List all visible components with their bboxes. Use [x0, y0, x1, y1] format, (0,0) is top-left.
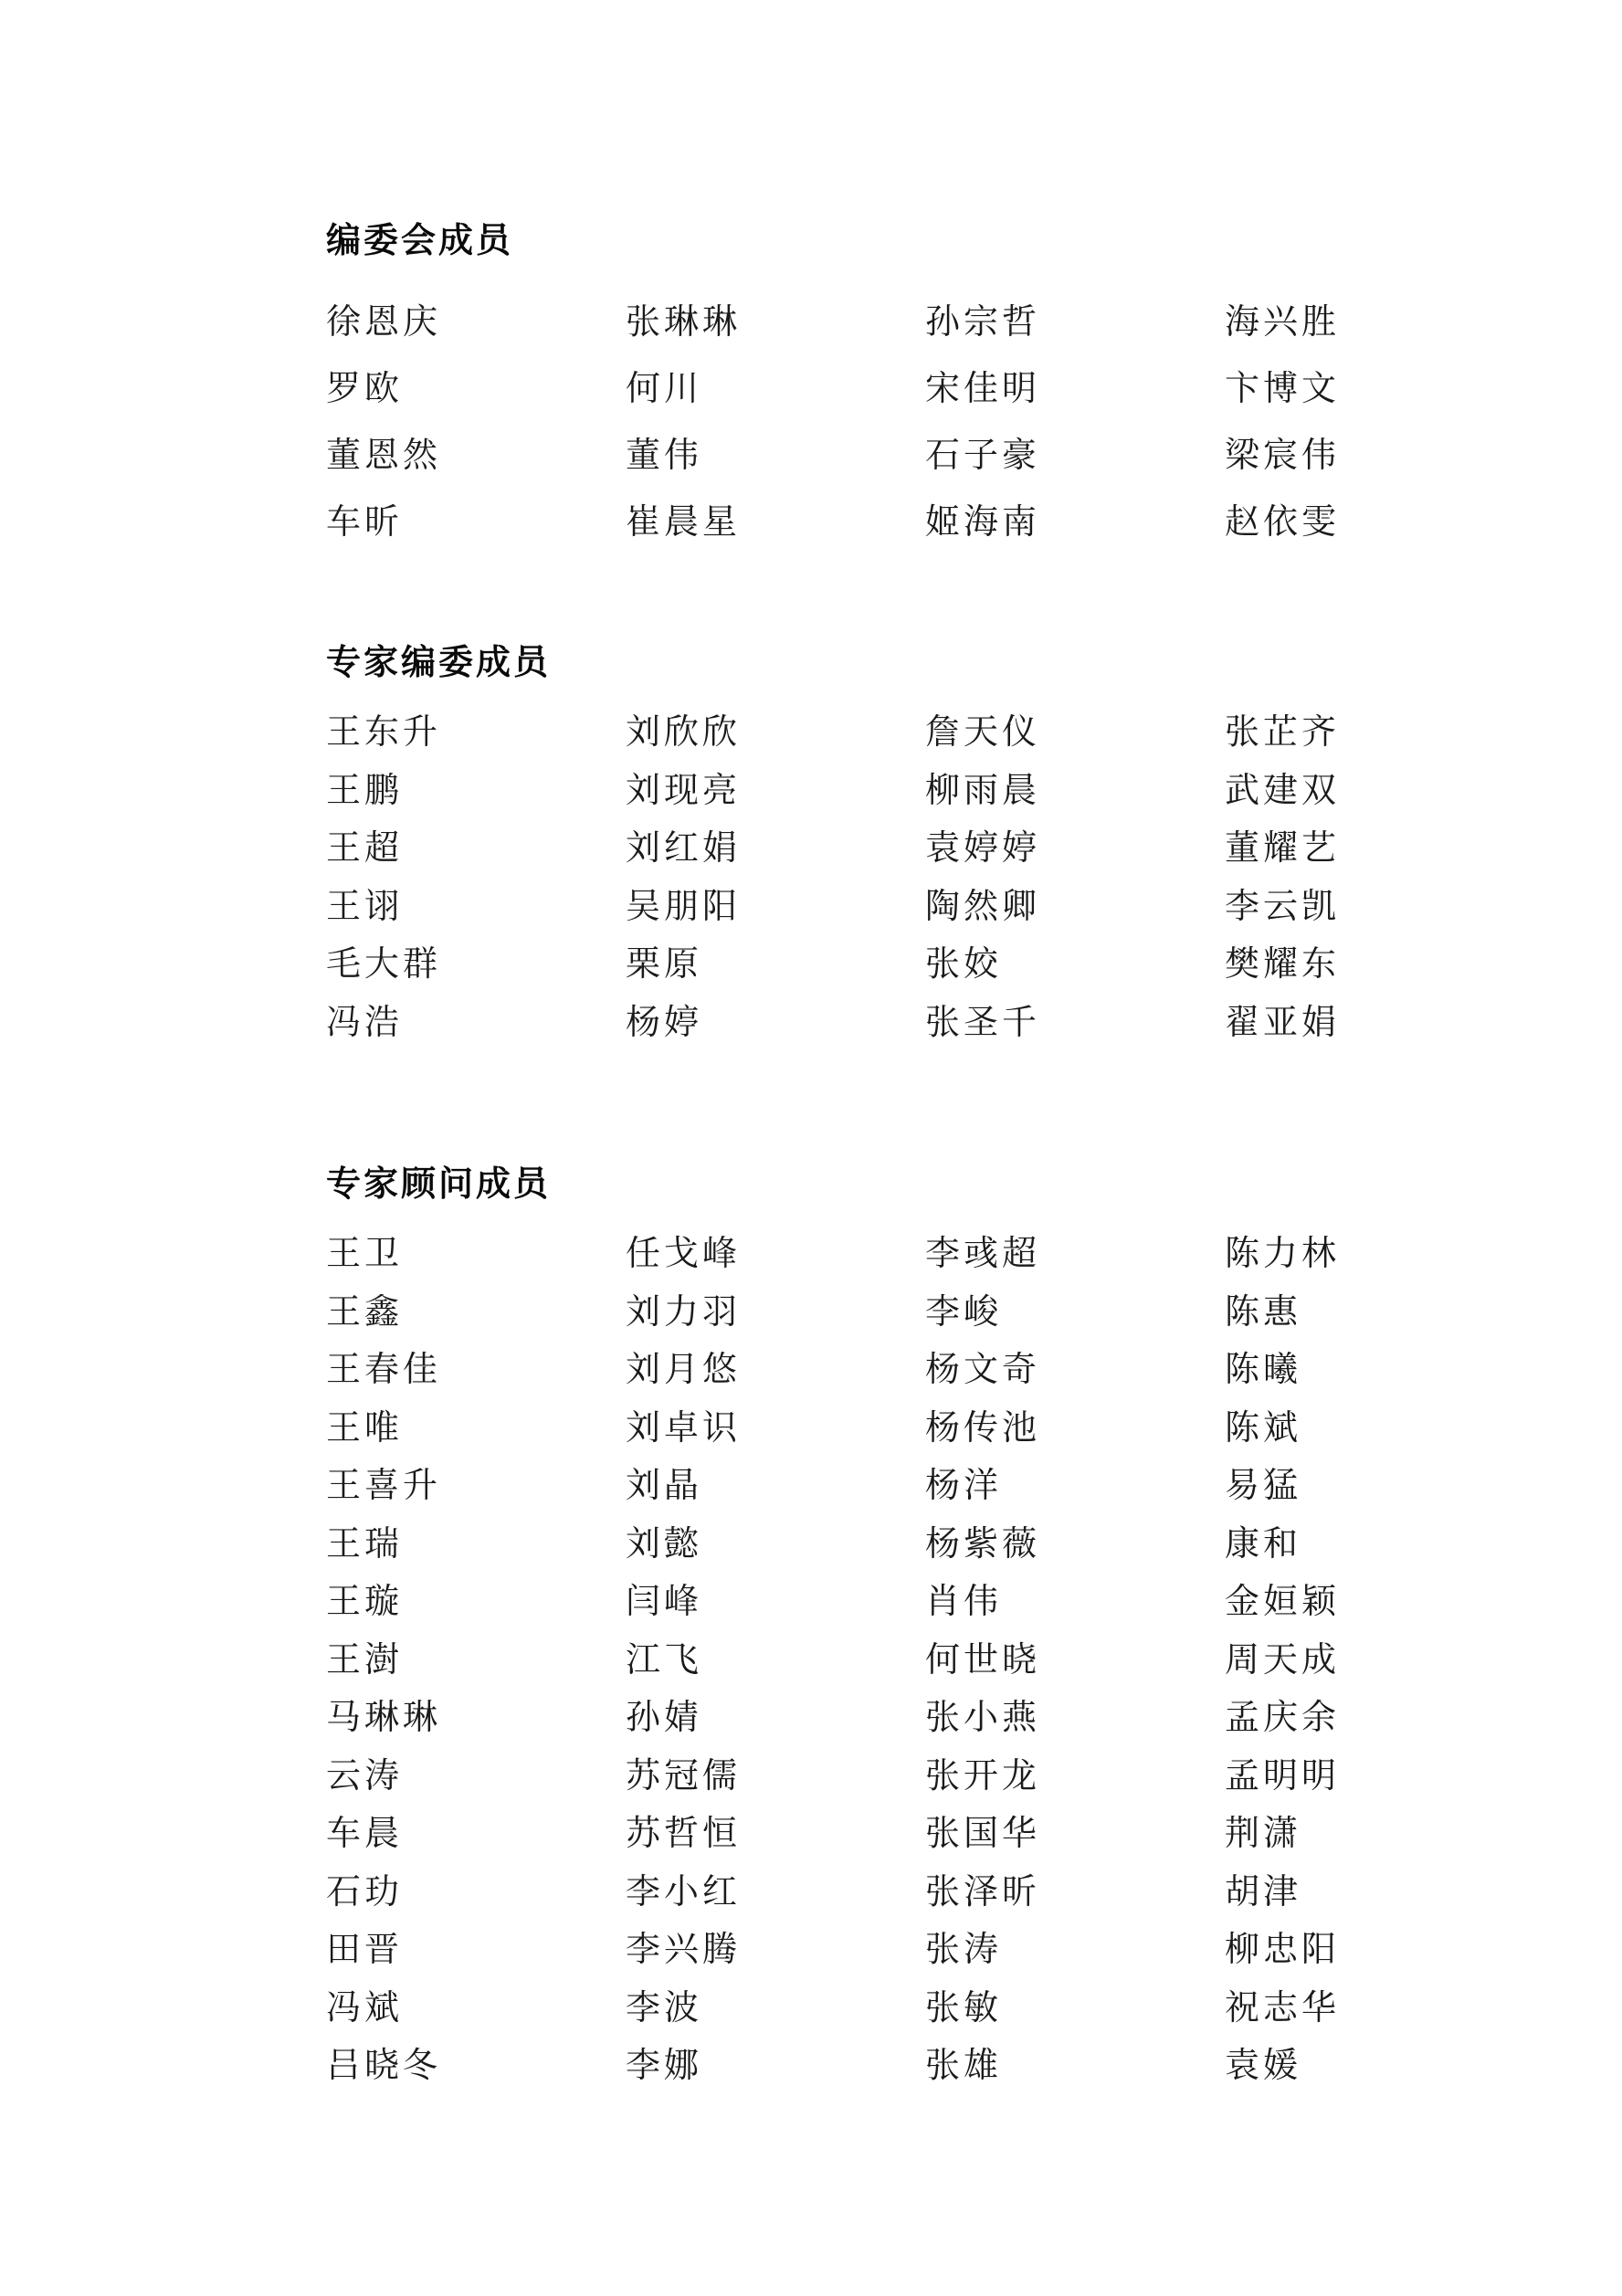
member-name: 张涛 [925, 1929, 1003, 1969]
member-name: 吴朋阳 [626, 885, 742, 926]
member-name: 李峻 [925, 1290, 1003, 1332]
member-name: 陈斌 [1225, 1406, 1302, 1448]
member-name: 王春佳 [326, 1349, 442, 1389]
member-name: 刘晶 [626, 1465, 703, 1505]
member-name: 田晋 [326, 1929, 404, 1969]
member-name: 李小红 [626, 1870, 742, 1912]
member-name: 张姣 [925, 943, 1003, 984]
member-name: 马琳琳 [326, 1697, 442, 1737]
expert-advisors-name-grid [326, 1225, 1376, 2095]
member-name: 王诩 [326, 885, 404, 926]
member-name: 崔晨星 [626, 501, 742, 542]
editorial-board-name-grid [326, 289, 1376, 555]
member-name: 樊耀东 [1225, 943, 1341, 984]
section-title-expert-advisors: 专家顾问成员 [326, 1164, 552, 1204]
member-name: 董恩然 [326, 435, 442, 475]
member-name: 王瑞 [326, 1522, 404, 1564]
member-name: 王东升 [326, 711, 442, 752]
member-name: 何川 [626, 368, 703, 408]
member-name: 杨传池 [925, 1406, 1041, 1448]
member-name: 云涛 [326, 1754, 404, 1796]
member-name: 刘现亮 [626, 769, 742, 810]
member-name: 刘欣欣 [626, 711, 742, 752]
editorial-board-section [326, 219, 1376, 555]
member-name: 刘月悠 [626, 1349, 742, 1389]
member-name: 荆潇 [1225, 1813, 1302, 1853]
member-name: 梁宸伟 [1225, 435, 1341, 475]
member-name: 张开龙 [925, 1754, 1041, 1796]
member-name: 李娜 [626, 2045, 703, 2085]
expert-editorial-name-grid [326, 703, 1376, 1051]
member-name: 张敏 [925, 1986, 1003, 2027]
member-name: 陈曦 [1225, 1349, 1302, 1389]
member-name: 柳忠阳 [1225, 1929, 1341, 1969]
member-name: 祝志华 [1225, 1986, 1341, 2027]
member-name: 董伟 [626, 435, 703, 475]
member-name: 柳雨晨 [925, 769, 1041, 810]
member-name: 董耀艺 [1225, 827, 1341, 868]
member-name: 杨洋 [925, 1465, 1003, 1505]
member-name: 张芷齐 [1225, 711, 1341, 752]
member-name: 任戈峰 [626, 1233, 742, 1273]
expert-advisors-section [326, 1163, 1376, 2095]
member-name: 孙宗哲 [925, 301, 1041, 342]
member-name: 翟亚娟 [1225, 1001, 1341, 1042]
expert-editorial-section [326, 641, 1376, 1051]
member-name: 姬海南 [925, 501, 1041, 542]
section-title-expert-editorial: 专家编委成员 [326, 642, 552, 682]
member-name: 冯浩 [326, 1001, 404, 1042]
member-name: 石玏 [326, 1870, 404, 1912]
member-name: 宋佳明 [925, 368, 1041, 408]
member-name: 张雄 [925, 2045, 1003, 2085]
member-name: 毛大群 [326, 943, 442, 984]
member-name: 孙婧 [626, 1697, 703, 1737]
member-name: 王鑫 [326, 1290, 404, 1332]
member-name: 武建双 [1225, 769, 1341, 810]
member-name: 周天成 [1225, 1638, 1341, 1680]
member-name: 张圣千 [925, 1001, 1041, 1042]
member-name: 杨文奇 [925, 1349, 1041, 1389]
member-name: 王唯 [326, 1406, 404, 1448]
member-name: 车晨 [326, 1813, 404, 1853]
member-name: 石子豪 [925, 435, 1041, 475]
member-name: 王澍 [326, 1638, 404, 1680]
member-name: 李彧超 [925, 1233, 1041, 1273]
member-name: 袁媛 [1225, 2045, 1302, 2085]
member-name: 刘懿 [626, 1522, 703, 1564]
member-name: 肖伟 [925, 1581, 1003, 1621]
member-name: 闫峰 [626, 1581, 703, 1621]
member-name: 袁婷婷 [925, 827, 1041, 868]
member-name: 刘红娟 [626, 827, 742, 868]
member-name: 易猛 [1225, 1465, 1302, 1505]
member-name: 李兴腾 [626, 1929, 742, 1969]
member-name: 卞博文 [1225, 368, 1341, 408]
member-name: 何世晓 [925, 1638, 1041, 1680]
member-name: 杨紫薇 [925, 1522, 1041, 1564]
member-name: 车昕 [326, 501, 404, 542]
member-name: 刘力羽 [626, 1290, 742, 1332]
member-name: 王卫 [326, 1233, 404, 1273]
member-name: 孟明明 [1225, 1754, 1341, 1796]
member-name: 冯斌 [326, 1986, 404, 2027]
member-name: 吕晓冬 [326, 2045, 442, 2085]
member-name: 李波 [626, 1986, 703, 2027]
member-name: 海兴胜 [1225, 301, 1341, 342]
member-name: 王璇 [326, 1581, 404, 1621]
member-name: 詹天仪 [925, 711, 1041, 752]
member-name: 王鹏 [326, 769, 404, 810]
member-name: 陈惠 [1225, 1290, 1302, 1332]
member-name: 陈力林 [1225, 1233, 1341, 1273]
section-title-editorial-board: 编委会成员 [326, 220, 514, 260]
member-name: 孟庆余 [1225, 1697, 1341, 1737]
member-name: 罗欧 [326, 368, 404, 408]
member-name: 赵依雯 [1225, 501, 1341, 542]
member-name: 苏冠儒 [626, 1754, 742, 1796]
member-name: 苏哲恒 [626, 1813, 742, 1853]
member-name: 金姮颖 [1225, 1581, 1341, 1621]
member-name: 王喜升 [326, 1465, 442, 1505]
member-name: 张泽昕 [925, 1870, 1041, 1912]
member-name: 陶然卿 [925, 885, 1041, 926]
member-name: 李云凯 [1225, 885, 1341, 926]
member-name: 王超 [326, 827, 404, 868]
member-name: 张琳琳 [626, 301, 742, 342]
member-name: 张小燕 [925, 1697, 1041, 1737]
member-name: 江飞 [626, 1638, 703, 1680]
member-name: 张国华 [925, 1813, 1041, 1853]
member-name: 胡津 [1225, 1870, 1302, 1912]
member-name: 康和 [1225, 1522, 1302, 1564]
member-name: 徐恩庆 [326, 301, 442, 342]
member-name: 杨婷 [626, 1001, 703, 1042]
member-name: 刘卓识 [626, 1406, 742, 1448]
member-name: 栗原 [626, 943, 703, 984]
